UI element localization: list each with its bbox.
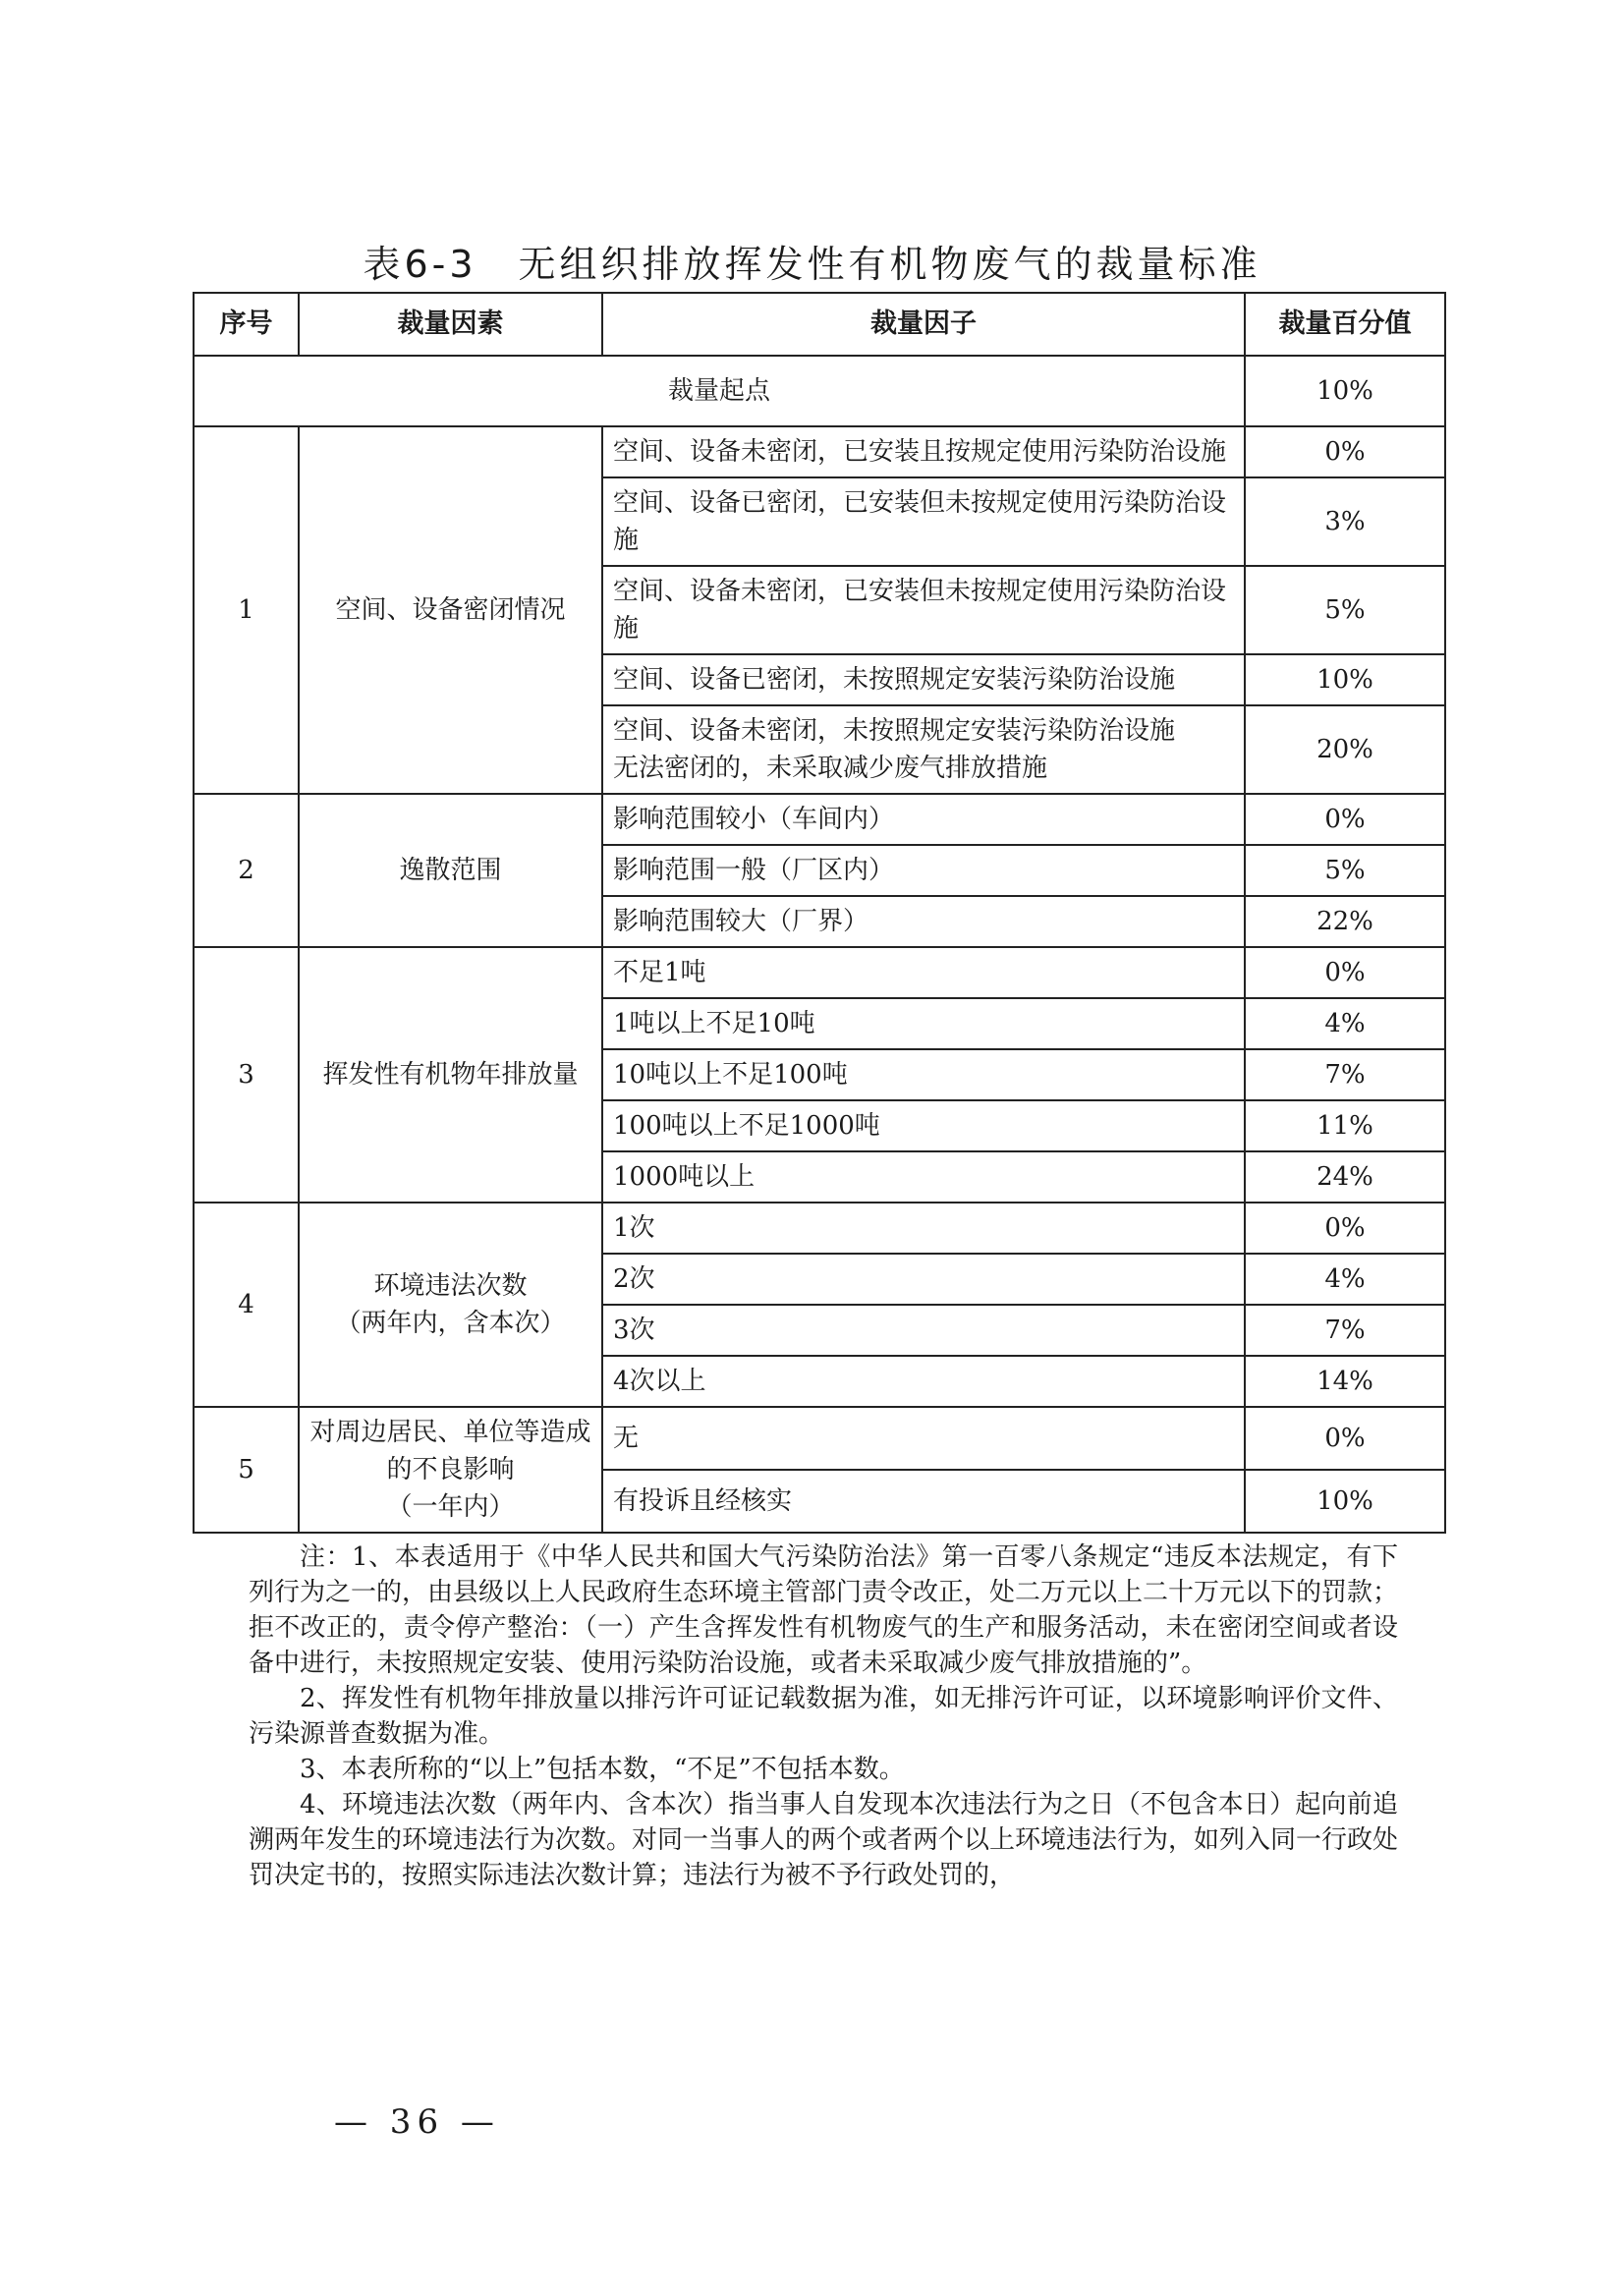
row-percent: 14% — [1245, 1356, 1445, 1407]
row-seq: 4 — [194, 1203, 299, 1407]
row-percent: 0% — [1245, 1203, 1445, 1254]
row-factor: 空间、设备未密闭，未按照规定安装污染防治设施 无法密闭的，未采取减少废气排放措施 — [602, 705, 1245, 794]
row-percent: 7% — [1245, 1049, 1445, 1100]
header-factor: 裁量因子 — [602, 293, 1245, 356]
row-percent: 20% — [1245, 705, 1445, 794]
row-factor: 100吨以上不足1000吨 — [602, 1100, 1245, 1151]
row-factor: 空间、设备已密闭，已安装但未按规定使用污染防治设施 — [602, 477, 1245, 566]
row-factor: 有投诉且经核实 — [602, 1470, 1245, 1533]
header-factor-type: 裁量因素 — [299, 293, 602, 356]
row-seq: 1 — [194, 426, 299, 794]
row-factor: 影响范围较小（车间内） — [602, 794, 1245, 845]
table-notes — [249, 1539, 1398, 1893]
row-percent: 4% — [1245, 1254, 1445, 1305]
row-percent: 22% — [1245, 896, 1445, 947]
row-factor: 空间、设备未密闭，已安装且按规定使用污染防治设施 — [602, 426, 1245, 477]
header-percent: 裁量百分值 — [1245, 293, 1445, 356]
row-percent: 10% — [1245, 654, 1445, 705]
row-seq: 2 — [194, 794, 299, 947]
table-row — [194, 794, 1445, 845]
row-factor: 2次 — [602, 1254, 1245, 1305]
row-percent: 24% — [1245, 1151, 1445, 1203]
start-value: 10% — [1245, 356, 1445, 426]
row-factor: 1吨以上不足10吨 — [602, 998, 1245, 1049]
row-percent: 7% — [1245, 1305, 1445, 1356]
row-percent: 3% — [1245, 477, 1445, 566]
row-percent: 11% — [1245, 1100, 1445, 1151]
table-row — [194, 426, 1445, 477]
note-2: 2、挥发性有机物年排放量以排污许可证记载数据为准，如无排污许可证，以环境影响评价文件、污染源普查数据为准。 — [249, 1684, 1398, 1749]
table-row — [194, 1203, 1445, 1254]
row-factor-type: 挥发性有机物年排放量 — [299, 947, 602, 1203]
note-1: 注：1、本表适用于《中华人民共和国大气污染防治法》第一百零八条规定“违反本法规定，有下列行为之一的，由县级以上人民政府生态环境主管部门责令改正，处二万元以上二十万元以下的罚款；拒不改正的，责令停产整治：（一）产生含挥发性有机物废气的生产和服务活动，未在密闭空间或者设备中进行，未按照规定安装、使用污染防治设施，或者未采取减少废气排放措施的”。 — [249, 1542, 1399, 1678]
row-percent: 0% — [1245, 947, 1445, 998]
row-factor: 10吨以上不足100吨 — [602, 1049, 1245, 1100]
row-percent: 0% — [1245, 1407, 1445, 1470]
row-percent: 4% — [1245, 998, 1445, 1049]
row-factor: 4次以上 — [602, 1356, 1245, 1407]
row-factor-type: 空间、设备密闭情况 — [299, 426, 602, 794]
row-percent: 5% — [1245, 566, 1445, 654]
row-factor: 影响范围较大（厂界） — [602, 896, 1245, 947]
note-4: 4、环境违法次数（两年内、含本次）指当事人自发现本次违法行为之日（不包含本日）起向前追溯两年发生的环境违法行为次数。对同一当事人的两个或者两个以上环境违法行为，如列入同一行政处罚决定书的，按照实际违法次数计算；违法行为被不予行政处罚的， — [249, 1790, 1399, 1890]
row-factor: 3次 — [602, 1305, 1245, 1356]
start-row — [194, 356, 1445, 426]
table-row — [194, 1407, 1445, 1470]
row-percent: 10% — [1245, 1470, 1445, 1533]
row-factor-type: 环境违法次数 （两年内，含本次） — [299, 1203, 602, 1407]
row-percent: 0% — [1245, 426, 1445, 477]
row-factor: 1000吨以上 — [602, 1151, 1245, 1203]
row-factor-type: 对周边居民、单位等造成的不良影响 （一年内） — [299, 1407, 602, 1533]
row-factor: 空间、设备未密闭，已安装但未按规定使用污染防治设施 — [602, 566, 1245, 654]
discretion-standard-table — [193, 292, 1446, 1534]
row-percent: 0% — [1245, 794, 1445, 845]
row-factor-type: 逸散范围 — [299, 794, 602, 947]
row-factor: 不足1吨 — [602, 947, 1245, 998]
header-seq: 序号 — [194, 293, 299, 356]
row-seq: 3 — [194, 947, 299, 1203]
row-seq: 5 — [194, 1407, 299, 1533]
row-factor: 1次 — [602, 1203, 1245, 1254]
page-number: — 36 — — [334, 2102, 500, 2142]
row-percent: 5% — [1245, 845, 1445, 896]
row-factor: 无 — [602, 1407, 1245, 1470]
table-header-row — [194, 293, 1445, 356]
table-title: 表6-3 无组织排放挥发性有机物废气的裁量标准 — [363, 243, 1261, 286]
row-factor: 空间、设备已密闭，未按照规定安装污染防治设施 — [602, 654, 1245, 705]
row-factor: 影响范围一般（厂区内） — [602, 845, 1245, 896]
note-3: 3、本表所称的“以上”包括本数，“不足”不包括本数。 — [300, 1755, 905, 1784]
table-row — [194, 947, 1445, 998]
start-label: 裁量起点 — [194, 356, 1245, 426]
